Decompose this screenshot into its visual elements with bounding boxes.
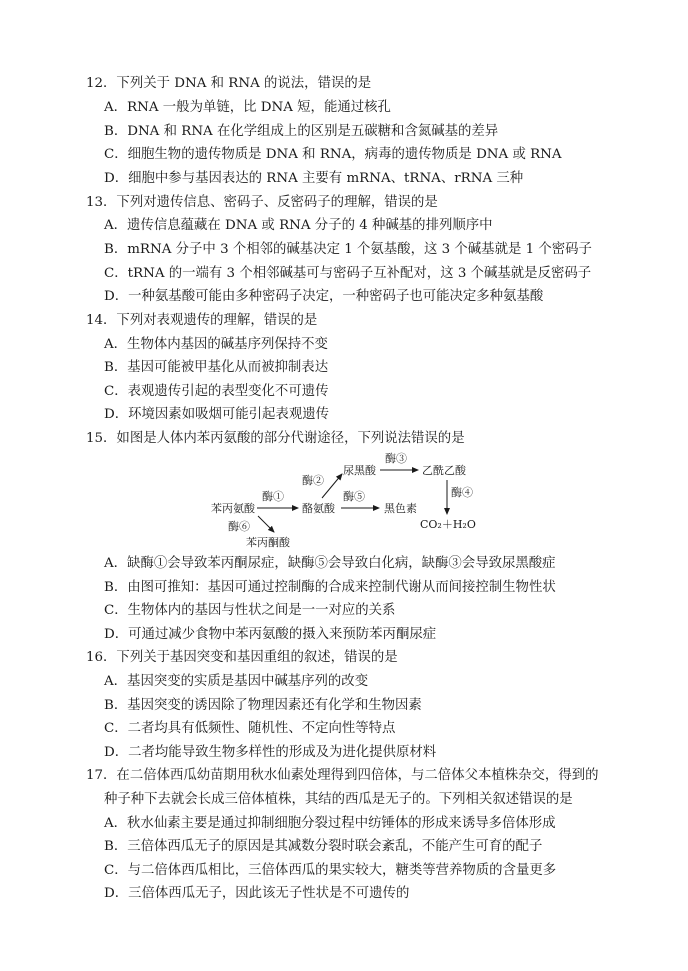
question-14-option-d: D．环境因素如吸烟可能引起表观遗传 bbox=[104, 407, 329, 422]
question-14-stem: 14．下列对表观遗传的理解，错误的是 bbox=[86, 313, 318, 328]
question-13-option-c: C．tRNA 的一端有 3 个相邻碱基可与密码子互补配对，这 3 个碱基就是反密码子 bbox=[104, 266, 592, 281]
question-13-option-a: A．遗传信息蕴藏在 DNA 或 RNA 分子的 4 种碱基的排列顺序中 bbox=[104, 218, 493, 233]
question-17-option-a: A．秋水仙素主要是通过抑制细胞分裂过程中纺锤体的形成来诱导多倍体形成 bbox=[104, 816, 556, 831]
arrow-tyr-to-homogentisic bbox=[322, 474, 342, 498]
question-16-option-a: A．基因突变的实质是基因中碱基序列的改变 bbox=[104, 674, 369, 689]
question-14-option-b: B．基因可能被甲基化从而被抑制表达 bbox=[104, 360, 329, 375]
question-17-stem: 17．在二倍体西瓜幼苗期用秋水仙素处理得到四倍体，与二倍体父本植株杂交，得到的 bbox=[86, 768, 599, 783]
label-enzyme-5: 酶⑤ bbox=[343, 490, 365, 503]
question-15-option-c: C．生物体内的基因与性状之间是一一对应的关系 bbox=[104, 603, 396, 618]
question-13-option-d: D．一种氨基酸可能由多种密码子决定，一种密码子也可能决定多种氨基酸 bbox=[104, 289, 544, 304]
question-15-stem: 15．如图是人体内苯丙氨酸的部分代谢途径，下列说法错误的是 bbox=[86, 431, 465, 446]
question-16-option-d: D．二者均能导致生物多样性的形成及为进化提供原材料 bbox=[104, 745, 437, 760]
question-15-option-a: A．缺酶①会导致苯丙酮尿症，缺酶⑤会导致白化病，缺酶③会导致尿黑酸症 bbox=[104, 556, 556, 571]
label-phenylpyruvic-acid: 苯丙酮酸 bbox=[246, 536, 290, 549]
question-16-option-c: C．二者均具有低频性、随机性、不定向性等特点 bbox=[104, 721, 396, 736]
question-17-option-c: C．与二倍体西瓜相比，三倍体西瓜的果实较大，糖类等营养物质的含量更多 bbox=[104, 863, 557, 878]
label-melanin: 黑色素 bbox=[384, 502, 417, 515]
question-12-option-a: A．RNA 一般为单链，比 DNA 短，能通过核孔 bbox=[104, 100, 391, 115]
label-enzyme-3: 酶③ bbox=[385, 452, 407, 465]
question-13-stem: 13．下列对遗传信息、密码子、反密码子的理解，错误的是 bbox=[86, 195, 438, 210]
label-homogentisic-acid: 尿黑酸 bbox=[343, 464, 376, 477]
question-13-option-b: B．mRNA 分子中 3 个相邻的碱基决定 1 个氨基酸，这 3 个碱基就是 1 个密码子 bbox=[104, 242, 592, 257]
question-12-option-b: B．DNA 和 RNA 在化学组成上的区别是五碳糖和含氮碱基的差异 bbox=[104, 124, 499, 139]
question-15-option-b: B．由图可推知：基因可通过控制酶的合成来控制代谢从而间接控制生物性状 bbox=[104, 580, 556, 595]
label-enzyme-2: 酶② bbox=[302, 474, 324, 487]
question-15-option-d: D．可通过减少食物中苯丙氨酸的摄入来预防苯丙酮尿症 bbox=[104, 627, 437, 642]
label-enzyme-6: 酶⑥ bbox=[228, 520, 250, 533]
question-17-stem-continued: 种子种下去就会长成三倍体植株，其结的西瓜是无子的。下列相关叙述错误的是 bbox=[104, 792, 573, 807]
question-12-option-d: D．细胞中参与基因表达的 RNA 主要有 mRNA、tRNA、rRNA 三种 bbox=[104, 171, 524, 186]
metabolic-pathway-diagram bbox=[0, 448, 688, 554]
label-enzyme-1: 酶① bbox=[262, 490, 284, 503]
label-phenylalanine: 苯丙氨酸 bbox=[211, 502, 255, 515]
label-acetoacetic-acid: 乙酰乙酸 bbox=[422, 464, 466, 477]
arrow-phe-to-phenylpyruvic bbox=[258, 516, 274, 532]
question-12-stem: 12．下列关于 DNA 和 RNA 的说法，错误的是 bbox=[86, 76, 372, 91]
question-16-stem: 16．下列关于基因突变和基因重组的叙述，错误的是 bbox=[86, 650, 398, 665]
label-co2-h2o: CO₂＋H₂O bbox=[420, 518, 476, 531]
label-tyrosine: 酪氨酸 bbox=[302, 502, 335, 515]
question-16-option-b: B．基因突变的诱因除了物理因素还有化学和生物因素 bbox=[104, 698, 422, 713]
question-14-option-c: C．表观遗传引起的表型变化不可遗传 bbox=[104, 384, 329, 399]
question-17-option-b: B．三倍体西瓜无子的原因是其减数分裂时联会紊乱，不能产生可育的配子 bbox=[104, 839, 543, 854]
label-enzyme-4: 酶④ bbox=[451, 486, 473, 499]
question-14-option-a: A．生物体内基因的碱基序列保持不变 bbox=[104, 337, 328, 352]
question-17-option-d: D．三倍体西瓜无子，因此该无子性状是不可遗传的 bbox=[104, 886, 410, 901]
question-12-option-c: C．细胞生物的遗传物质是 DNA 和 RNA，病毒的遗传物质是 DNA 或 RNA bbox=[104, 147, 562, 162]
